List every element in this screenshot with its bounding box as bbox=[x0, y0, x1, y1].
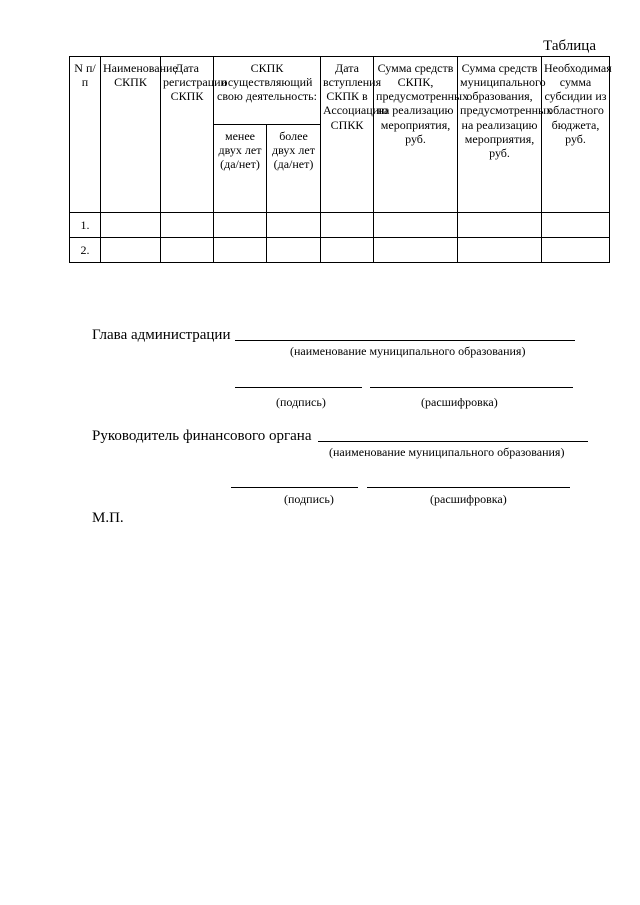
table-cell[interactable] bbox=[101, 238, 161, 263]
table-cell[interactable] bbox=[214, 213, 267, 238]
finance-head-caption: (наименование муниципального образования) bbox=[329, 445, 565, 459]
header-activity: СКПК осуществляющий свою деятельность: bbox=[214, 57, 321, 125]
decode-caption-2: (расшифровка) bbox=[430, 492, 507, 506]
table-cell[interactable] bbox=[161, 213, 214, 238]
stamp-place: М.П. bbox=[92, 510, 124, 526]
decode-line-1[interactable] bbox=[370, 387, 573, 388]
table-cell[interactable] bbox=[542, 238, 610, 263]
row-number: 2. bbox=[70, 238, 101, 263]
signature-caption-2: (подпись) bbox=[284, 492, 334, 506]
table-cell[interactable] bbox=[374, 238, 458, 263]
signature-caption-1: (подпись) bbox=[276, 395, 326, 409]
header-less-two-years: менее двух лет (да/нет) bbox=[214, 125, 267, 213]
table-cell[interactable] bbox=[458, 238, 542, 263]
header-reg-date: Дата регистрации СКПК bbox=[161, 57, 214, 213]
table-cell[interactable] bbox=[161, 238, 214, 263]
header-num: N п/п bbox=[70, 57, 101, 213]
head-admin-caption: (наименование муниципального образования) bbox=[290, 344, 526, 358]
decode-caption-1: (расшифровка) bbox=[421, 395, 498, 409]
table-cell[interactable] bbox=[214, 238, 267, 263]
signature-line-1[interactable] bbox=[235, 387, 362, 388]
header-needed-subsidy: Необходимая сумма субсидии из областного бюджета, руб. bbox=[542, 57, 610, 213]
table-cell[interactable] bbox=[458, 213, 542, 238]
header-name: Наименование СКПК bbox=[101, 57, 161, 213]
table-cell[interactable] bbox=[374, 213, 458, 238]
table-row bbox=[70, 238, 610, 263]
finance-head-line[interactable] bbox=[318, 441, 588, 442]
decode-line-2[interactable] bbox=[367, 487, 570, 488]
finance-head-label: Руководитель финансового органа bbox=[92, 428, 312, 444]
table-cell[interactable] bbox=[321, 238, 374, 263]
header-sum-skpk: Сумма средств СКПК, предусмотренных на реализацию мероприятия, руб. bbox=[374, 57, 458, 213]
head-admin-label: Глава администрации bbox=[92, 327, 231, 343]
table-cell[interactable] bbox=[542, 213, 610, 238]
table-cell[interactable] bbox=[267, 238, 321, 263]
head-admin-line[interactable] bbox=[235, 340, 575, 341]
header-sum-municipal: Сумма средств муниципального образования, предусмотренных на реализацию мероприятия, руб. bbox=[458, 57, 542, 213]
header-join-date: Дата вступления СКПК в Ассоциацию СПКК bbox=[321, 57, 374, 213]
header-more-two-years: более двух лет (да/нет) bbox=[267, 125, 321, 213]
signature-line-2[interactable] bbox=[231, 487, 358, 488]
table-caption: Таблица bbox=[543, 38, 596, 54]
table-cell[interactable] bbox=[101, 213, 161, 238]
table-cell[interactable] bbox=[267, 213, 321, 238]
table-cell[interactable] bbox=[321, 213, 374, 238]
row-number: 1. bbox=[70, 213, 101, 238]
table-row bbox=[70, 213, 610, 238]
subsidy-table bbox=[69, 56, 610, 263]
